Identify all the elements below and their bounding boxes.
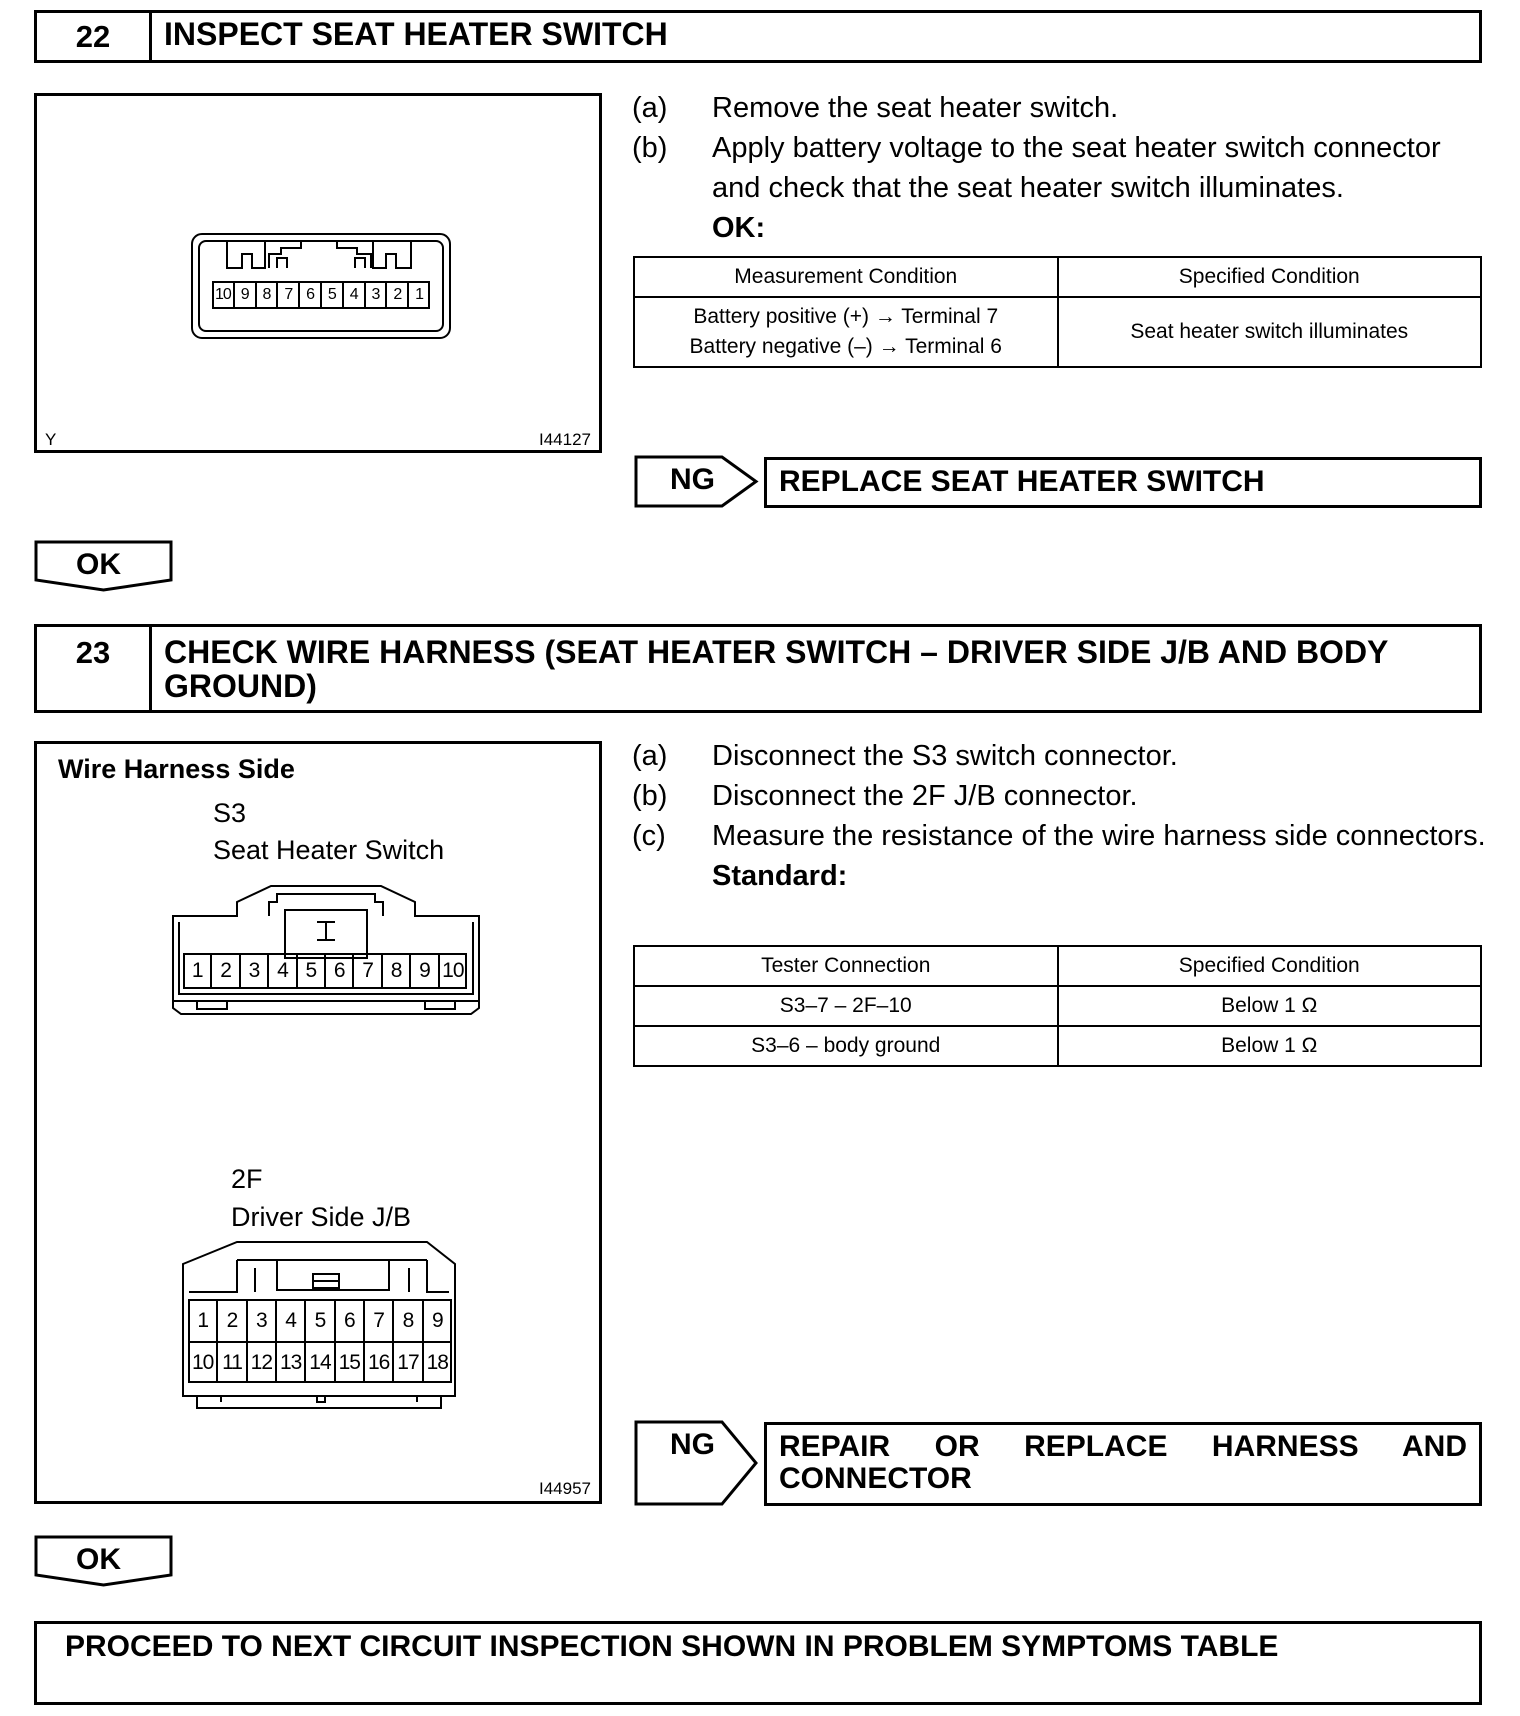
terminal-number: 1 — [197, 1308, 208, 1332]
terminal-number: 9 — [233, 282, 255, 308]
ok-tag: OK — [76, 548, 121, 581]
harness-connector-diagram — [37, 744, 599, 1501]
terminal-number: 4 — [275, 1300, 304, 1341]
corner-label: Y — [45, 430, 57, 449]
terminal-number: 2 — [216, 1300, 245, 1341]
terminal-number: 2 — [385, 282, 407, 308]
table-header: Specified Condition — [1058, 257, 1482, 297]
terminal-number: 17 — [392, 1343, 421, 1382]
terminal-number: 18 — [422, 1343, 451, 1382]
terminal-number: 8 — [255, 282, 277, 308]
terminal-number: 9 — [422, 1300, 451, 1341]
terminal-number: 10 — [438, 954, 466, 988]
terminal-number: 16 — [363, 1343, 392, 1382]
terminal-number: 7 — [276, 282, 298, 308]
ng-action-22: REPLACE SEAT HEATER SWITCH — [764, 457, 1482, 508]
terminal-number: 3 — [239, 954, 267, 988]
step-23-header — [34, 624, 1482, 713]
table-row — [634, 986, 1481, 1026]
final-text: PROCEED TO NEXT CIRCUIT INSPECTION SHOWN IN PROBLEM SYMPTOMS TABLE — [65, 1630, 1279, 1663]
terminal-number: 2 — [210, 954, 238, 988]
terminal-number: 9 — [409, 954, 437, 988]
terminal-number: 4 — [342, 282, 364, 308]
ok-arrow-22 — [34, 540, 174, 592]
terminal-number: 4 — [267, 954, 295, 988]
step-title: INSPECT SEAT HEATER SWITCH — [164, 16, 668, 52]
specified-cell: Below 1 Ω — [1058, 1026, 1482, 1066]
terminal-number: 6 — [324, 954, 352, 988]
step-22-table — [633, 256, 1482, 368]
terminal-number: 14 — [304, 1343, 333, 1382]
step-23-instructions — [632, 736, 1487, 896]
terminal-number: 5 — [320, 282, 342, 308]
final-instruction — [34, 1621, 1482, 1705]
terminal-number: 5 — [296, 954, 324, 988]
terminal-number: 10 — [215, 286, 231, 303]
terminal-number: 11 — [216, 1343, 245, 1382]
instruction-a: (a) Remove the seat heater switch. — [632, 92, 1119, 124]
condition-line: Battery negative (–) → Terminal 6 — [689, 335, 1002, 358]
figure-id: I44957 — [539, 1479, 591, 1498]
terminal-number: 1 — [191, 959, 203, 982]
specified-cell: Below 1 Ω — [1058, 986, 1482, 1026]
table-header: Measurement Condition — [634, 257, 1058, 297]
ng-tag: NG — [670, 463, 715, 496]
specified-cell: Seat heater switch illuminates — [1058, 297, 1482, 367]
terminal-number: 8 — [381, 954, 409, 988]
instruction-b: (b) Apply battery voltage to the seat heater switch connector and check that the seat heater switch illuminates. — [632, 132, 1441, 204]
terminal-number: 3 — [364, 282, 386, 308]
ng-action-23: REPAIR OR REPLACE HARNESS AND CONNECTOR — [764, 1422, 1482, 1506]
step-number: 23 — [37, 627, 152, 710]
figure-seat-heater-switch-connector — [34, 93, 602, 453]
terminal-number: 3 — [246, 1300, 275, 1341]
connector-diagram — [37, 96, 599, 450]
connector1-name: Seat Heater Switch — [213, 835, 445, 865]
figure-id: I44127 — [539, 430, 591, 449]
2f-terminal-row-1 — [189, 1300, 451, 1341]
step-22-instructions — [632, 88, 1487, 248]
condition-line: Battery positive (+) → Terminal 7 — [693, 305, 999, 328]
connector2-code: 2F — [231, 1164, 263, 1194]
s3-terminal-row — [184, 954, 466, 988]
step-22-header — [34, 10, 1482, 63]
terminal-number: 12 — [246, 1343, 275, 1382]
connector2-name: Driver Side J/B — [231, 1202, 412, 1232]
step-title: CHECK WIRE HARNESS (SEAT HEATER SWITCH – DRIVER SIDE J/B AND BODY GROUND) — [164, 634, 1388, 704]
ng-arrow-22 — [634, 455, 761, 508]
terminal-number: 6 — [298, 282, 320, 308]
side-label: Wire Harness Side — [58, 754, 295, 784]
table-header: Tester Connection — [634, 946, 1058, 986]
ng-arrow-23 — [634, 1420, 761, 1506]
step-number: 22 — [37, 13, 152, 60]
connection-cell: S3–6 – body ground — [634, 1026, 1058, 1066]
terminal-row — [213, 282, 429, 308]
instruction-a: (a) Disconnect the S3 switch connector. — [632, 740, 1178, 772]
ng-tag: NG — [670, 1428, 715, 1461]
ok-tag: OK — [76, 1543, 121, 1576]
terminal-number: 15 — [334, 1343, 363, 1382]
terminal-number: 8 — [392, 1300, 421, 1341]
table-row — [634, 297, 1481, 367]
connector1-code: S3 — [213, 798, 247, 828]
instruction-c: (c) Measure the resistance of the wire harness side connectors. — [632, 820, 1486, 852]
table-header: Specified Condition — [1058, 946, 1482, 986]
result-label: OK: — [712, 212, 766, 244]
result-label: Standard: — [712, 860, 848, 892]
terminal-number: 1 — [407, 282, 429, 308]
terminal-number: 7 — [363, 1300, 392, 1341]
step-23-table — [633, 945, 1482, 1067]
terminal-number: 5 — [304, 1300, 333, 1341]
terminal-number: 6 — [334, 1300, 363, 1341]
terminal-number: 13 — [275, 1343, 304, 1382]
ok-arrow-23 — [34, 1535, 174, 1587]
instruction-b: (b) Disconnect the 2F J/B connector. — [632, 780, 1138, 812]
terminal-number: 10 — [191, 1350, 214, 1374]
table-row — [634, 1026, 1481, 1066]
2f-terminal-row-2 — [189, 1341, 451, 1382]
figure-wire-harness-connectors — [34, 741, 602, 1504]
connection-cell: S3–7 – 2F–10 — [634, 986, 1058, 1026]
terminal-number: 7 — [352, 954, 380, 988]
